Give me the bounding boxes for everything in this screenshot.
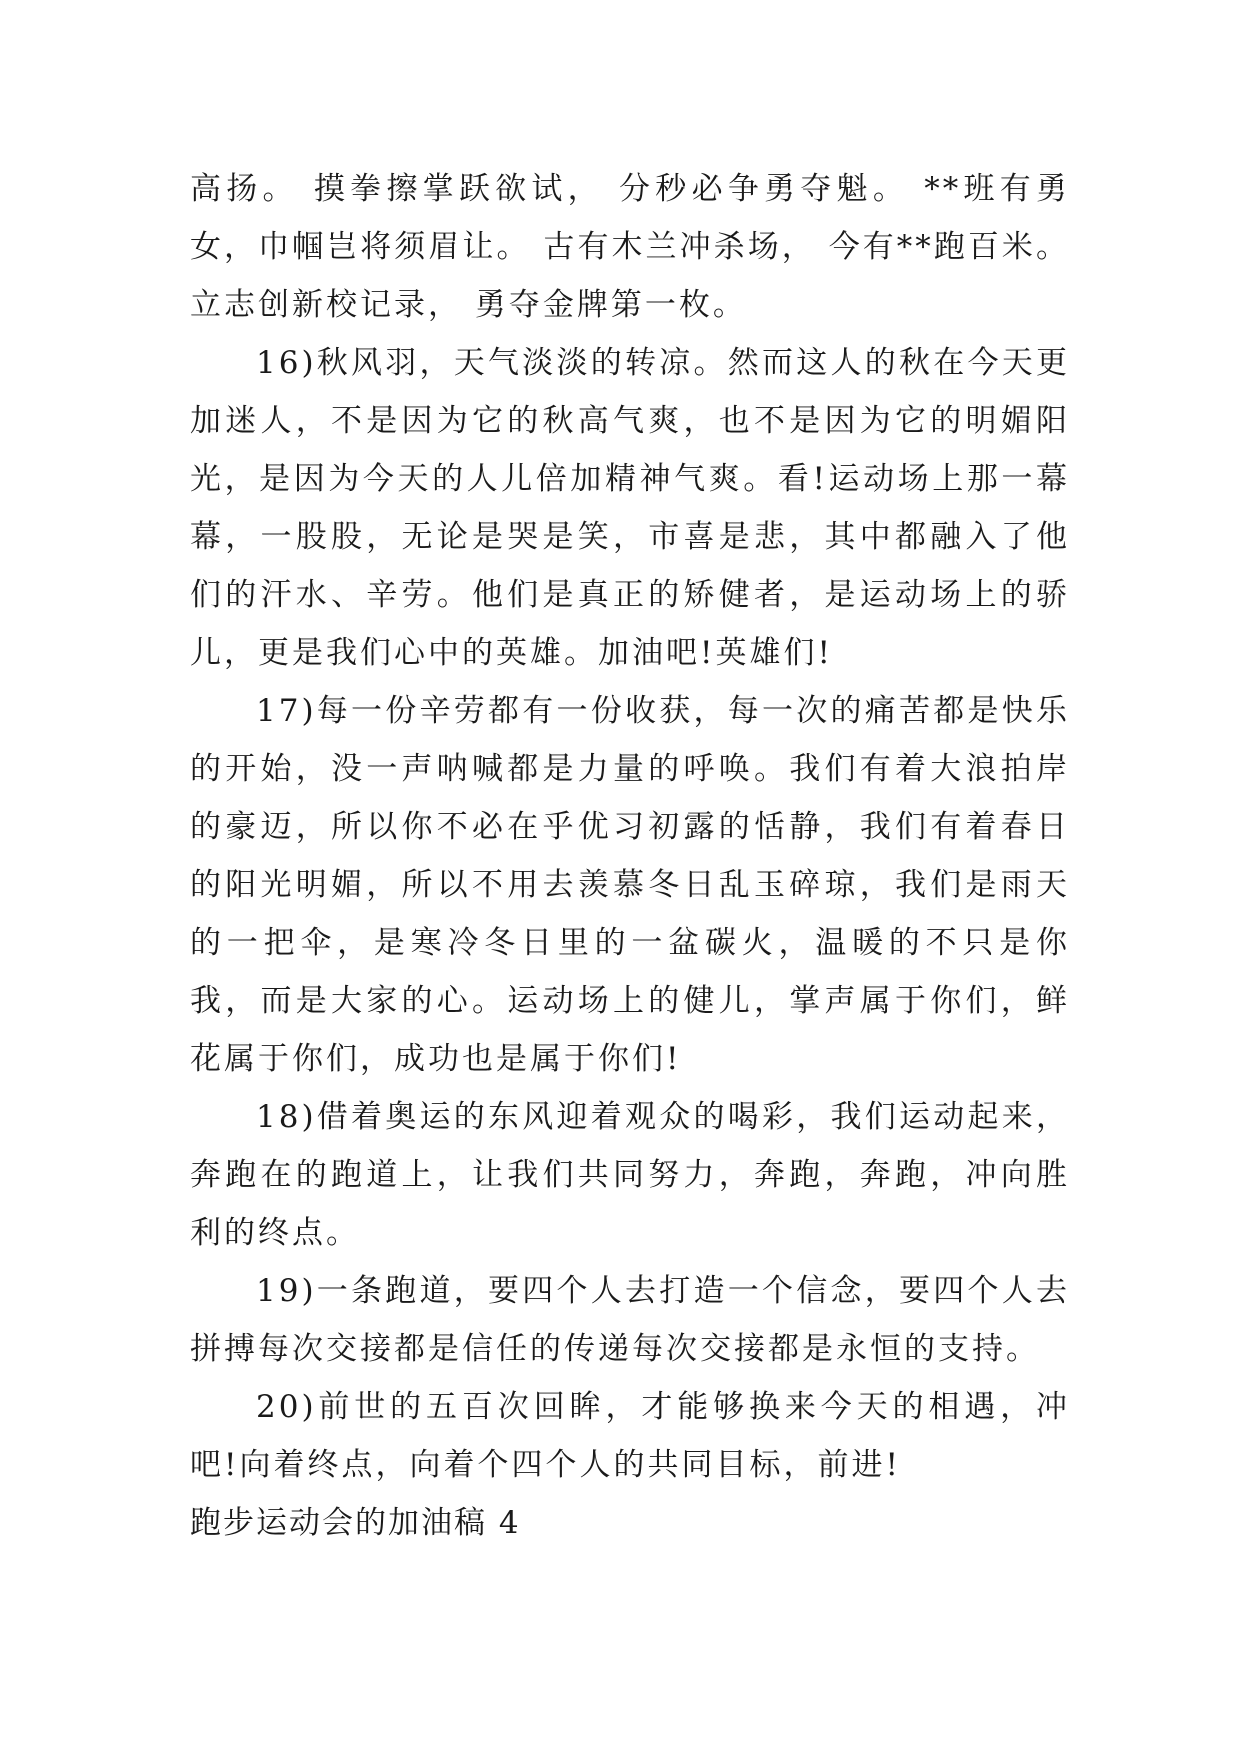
paragraph-16: 16)秋风羽，天气淡淡的转凉。然而这人的秋在今天更加迷人，不是因为它的秋高气爽，也不是因为它的明媚阳光，是因为今天的人儿倍加精神气爽。看!运动场上那一幕幕，一股股，无论是哭是笑，市喜是悲，其中都融入了他们的汗水、辛劳。他们是真正的矫健者，是运动场上的骄儿，更是我们心中的英雄。加油吧!英雄们! [190,345,1070,671]
paragraph-continuation: 高扬。 摸拳擦掌跃欲试， 分秒必争勇夺魁。 **班有勇女，巾帼岂将须眉让。 古有木兰冲杀场， 今有**跑百米。 立志创新校记录， 勇夺金牌第一枚。 [190,171,1070,323]
paragraph-17: 17)每一份辛劳都有一份收获，每一次的痛苦都是快乐的开始，没一声呐喊都是力量的呼唤。我们有着大浪拍岸的豪迈，所以你不必在乎优习初露的恬静，我们有着春日的阳光明媚，所以不用去羡慕冬日乱玉碎琼，我们是雨天的一把伞，是寒冷冬日里的一盆碳火，温暖的不只是你我，而是大家的心。运动场上的健儿，掌声属于你们，鲜花属于你们，成功也是属于你们! [190,693,1070,1077]
paragraph-19: 19)一条跑道，要四个人去打造一个信念，要四个人去拼搏每次交接都是信任的传递每次交接都是永恒的支持。 [190,1273,1070,1367]
section-heading: 跑步运动会的加油稿 4 [190,1505,521,1541]
paragraph-20: 20)前世的五百次回眸，才能够换来今天的相遇，冲吧!向着终点，向着个四个人的共同目标，前进! [190,1389,1070,1483]
paragraph-18: 18)借着奥运的东风迎着观众的喝彩，我们运动起来，奔跑在的跑道上，让我们共同努力，奔跑，奔跑，冲向胜利的终点。 [190,1099,1070,1251]
document-body [190,160,1070,1552]
